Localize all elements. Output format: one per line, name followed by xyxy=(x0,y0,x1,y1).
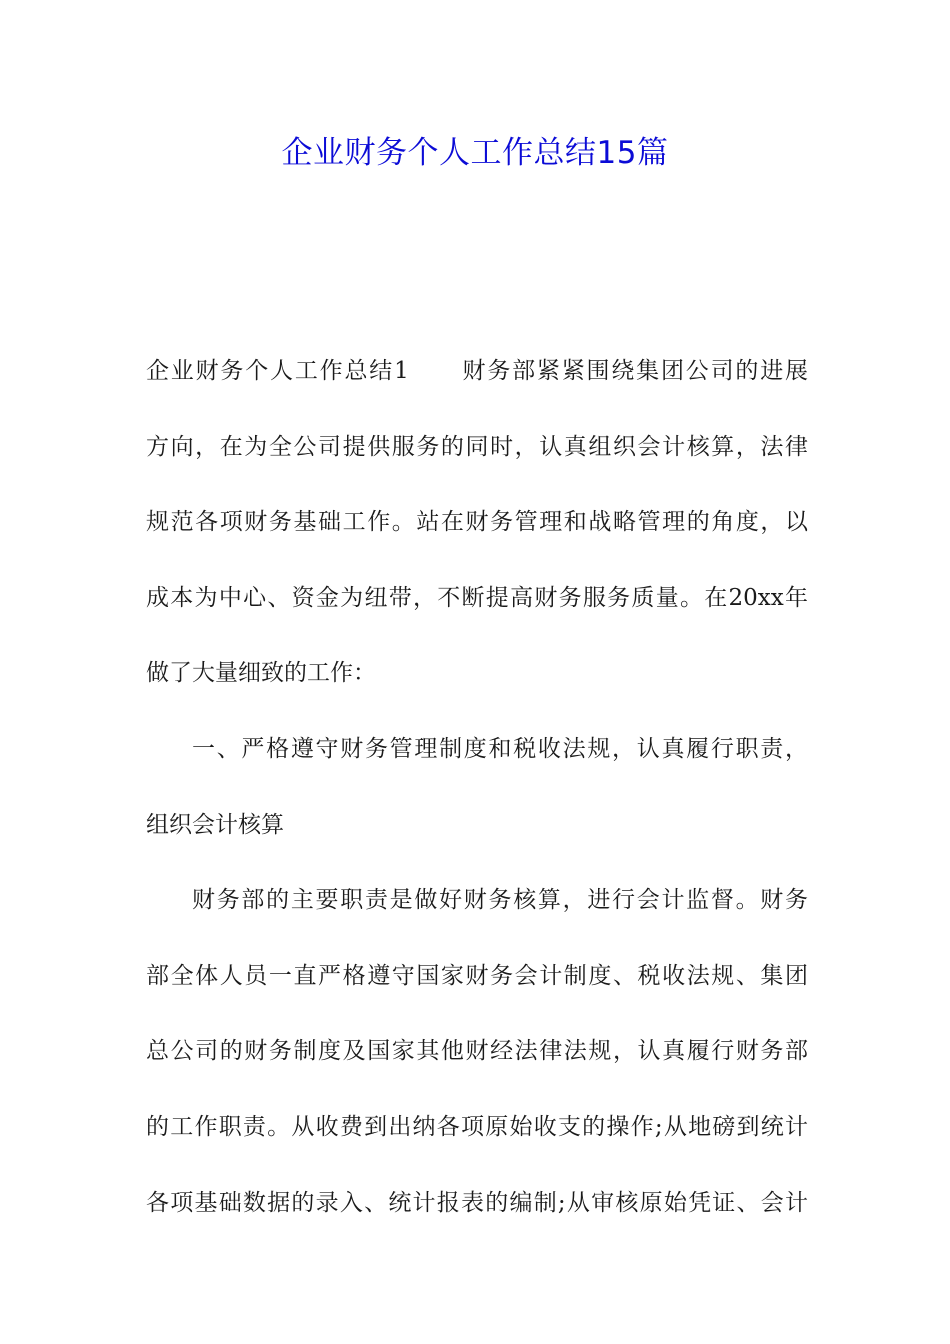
document-body xyxy=(146,334,808,1241)
document-title: 企业财务个人工作总结15篇 xyxy=(281,135,669,171)
paragraph-line: 财务部的主要职责是做好财务核算，进行会计监督。财务 xyxy=(192,887,808,914)
paragraph-line: 做了大量细致的工作： xyxy=(146,660,376,687)
paragraph-line: 部全体人员一直严格遵守国家财务会计制度、税收法规、集团 xyxy=(146,962,808,989)
paragraph-line: 规范各项财务基础工作。站在财务管理和战略管理的角度，以 xyxy=(146,509,808,536)
paragraph-line: 总公司的财务制度及国家其他财经法律法规，认真履行财务部 xyxy=(146,1038,808,1065)
paragraph-line: 的工作职责。从收费到出纳各项原始收支的操作;从地磅到统计 xyxy=(146,1113,808,1140)
paragraph-line: 一、严格遵守财务管理制度和税收法规，认真履行职责， xyxy=(192,735,808,762)
paragraph-line: 组织会计核算 xyxy=(146,811,284,838)
paragraph-line xyxy=(146,334,808,410)
paragraph-line: 各项基础数据的录入、统计报表的编制;从审核原始凭证、会计 xyxy=(146,1189,808,1216)
paragraph-line: 成本为中心、资金为纽带，不断提高财务服务质量。在20xx年 xyxy=(146,584,808,611)
section-heading: 企业财务个人工作总结1 xyxy=(146,358,409,384)
line-text: 财务部紧紧围绕集团公司的进展 xyxy=(460,358,808,384)
paragraph-line: 方向，在为全公司提供服务的同时，认真组织会计核算，法律 xyxy=(146,433,808,460)
